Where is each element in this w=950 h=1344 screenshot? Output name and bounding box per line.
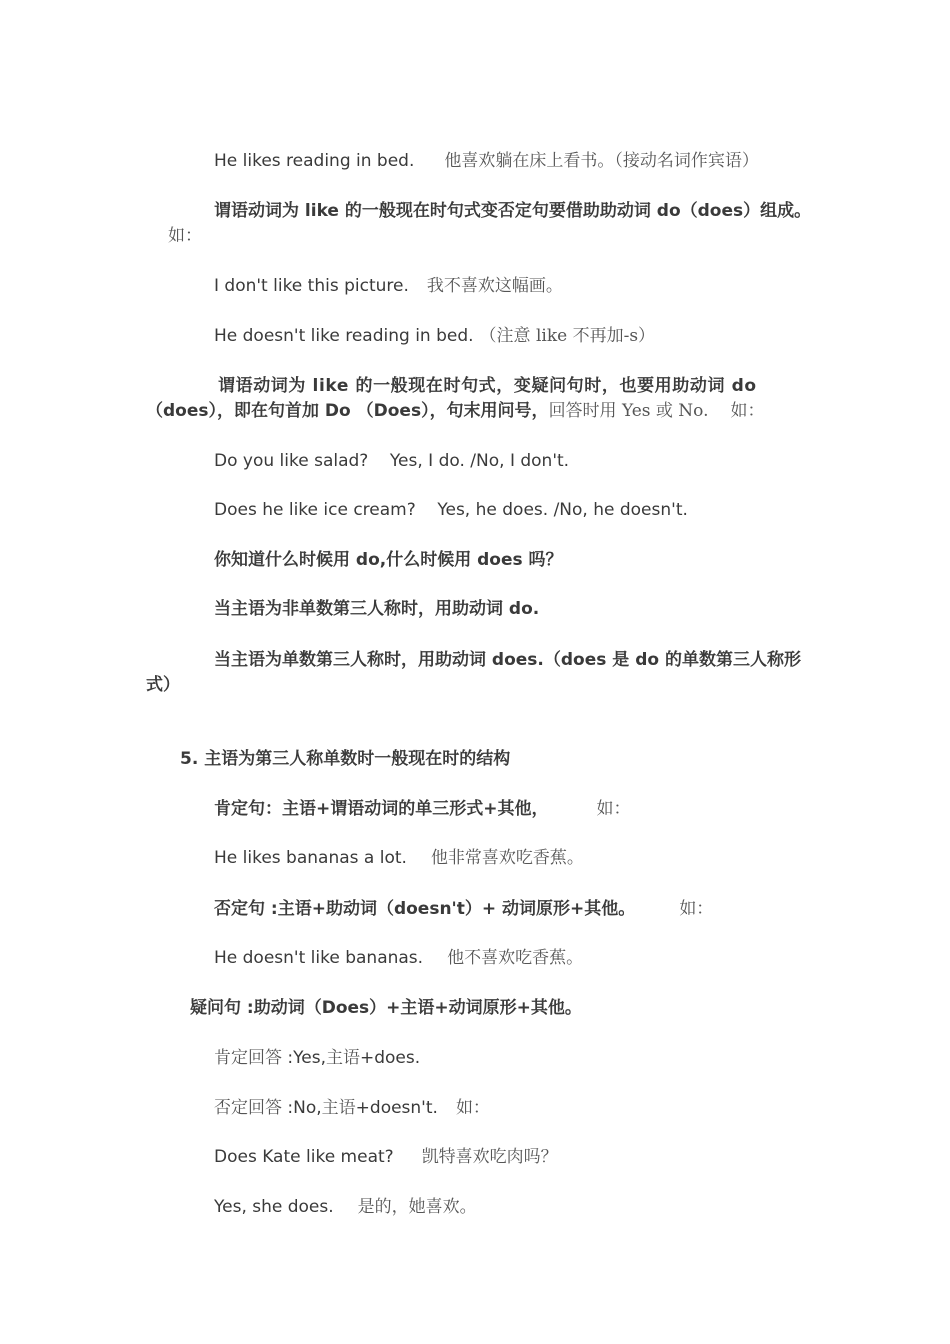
- english-sentence: Yes, she does.: [214, 1197, 334, 1217]
- chinese-translation: 他不喜欢吃香蕉。: [447, 948, 584, 968]
- chinese-translation: 他喜欢躺在床上看书。（接动名词作宾语）: [444, 151, 759, 171]
- example-marker: 如：: [596, 799, 631, 819]
- english-sentence: He likes reading in bed.: [214, 151, 415, 171]
- example-marker: 如：: [679, 899, 714, 919]
- example-marker: 如：: [455, 1098, 490, 1118]
- example-dialog: Does he like ice cream? Yes, he does. /No, he doesn't.: [214, 500, 688, 520]
- chinese-translation: 我不喜欢这幅画。: [426, 276, 563, 296]
- example-marker: 如：: [168, 226, 202, 246]
- rule-line: 谓语动词为 like 的一般现在时句式变否定句要借助助动词 do（does）组成。: [214, 201, 812, 221]
- example-line: [214, 149, 759, 173]
- answer-structure: 否定回答 :No,主语+doesn't. 如：: [214, 1098, 490, 1118]
- english-sentence: Does Kate like meat?: [214, 1147, 394, 1167]
- chinese-translation: 是的，她喜欢。: [357, 1197, 477, 1217]
- rule-line: 谓语动词为 like 的一般现在时句式，变疑问句时，也要用助动词 do: [218, 376, 757, 396]
- question-line: 你知道什么时候用 do,什么时候用 does 吗？: [214, 550, 563, 570]
- example-line: [214, 324, 655, 348]
- example-dialog: Do you like salad? Yes, I do. /No, I don't.: [214, 451, 570, 471]
- answer-structure: 肯定回答 :Yes,主语+does.: [214, 1048, 421, 1068]
- english-sentence: He likes bananas a lot.: [214, 848, 407, 868]
- structure-line: 疑问句 :助动词（Does）+主语+动词原形+其他。: [190, 998, 582, 1018]
- rule-line-continued: （does），即在句首加 Do （Does），句末用问号，回答时用 Yes 或 No. 如：: [146, 401, 765, 421]
- english-sentence: I don't like this picture.: [214, 276, 409, 296]
- example-line: [214, 946, 583, 970]
- rule-line: 当主语为非单数第三人称时，用助动词 do.: [214, 599, 540, 619]
- english-sentence: He doesn't like reading in bed.: [214, 326, 474, 346]
- rule-line-continued: 式）: [146, 675, 180, 695]
- rule-line: 当主语为单数第三人称时，用助动词 does.（does 是 do 的单数第三人称形: [214, 650, 801, 670]
- section-heading: 5. 主语为第三人称单数时一般现在时的结构: [180, 749, 511, 769]
- example-line: [214, 274, 563, 298]
- note: （注意 like 不再加-s）: [479, 326, 656, 346]
- example-line: [214, 1195, 477, 1219]
- structure-line: 肯定句：主语+谓语动词的单三形式+其他， 如：: [214, 799, 631, 819]
- example-marker: 如：: [730, 401, 765, 421]
- structure-line: 否定句 :主语+助动词（doesn't）+ 动词原形+其他。 如：: [214, 899, 714, 919]
- english-sentence: He doesn't like bananas.: [214, 948, 424, 968]
- chinese-translation: 他非常喜欢吃香蕉。: [430, 848, 584, 868]
- example-line: [214, 846, 584, 870]
- chinese-translation: 凯特喜欢吃肉吗？: [421, 1147, 558, 1167]
- example-line: [214, 1145, 558, 1169]
